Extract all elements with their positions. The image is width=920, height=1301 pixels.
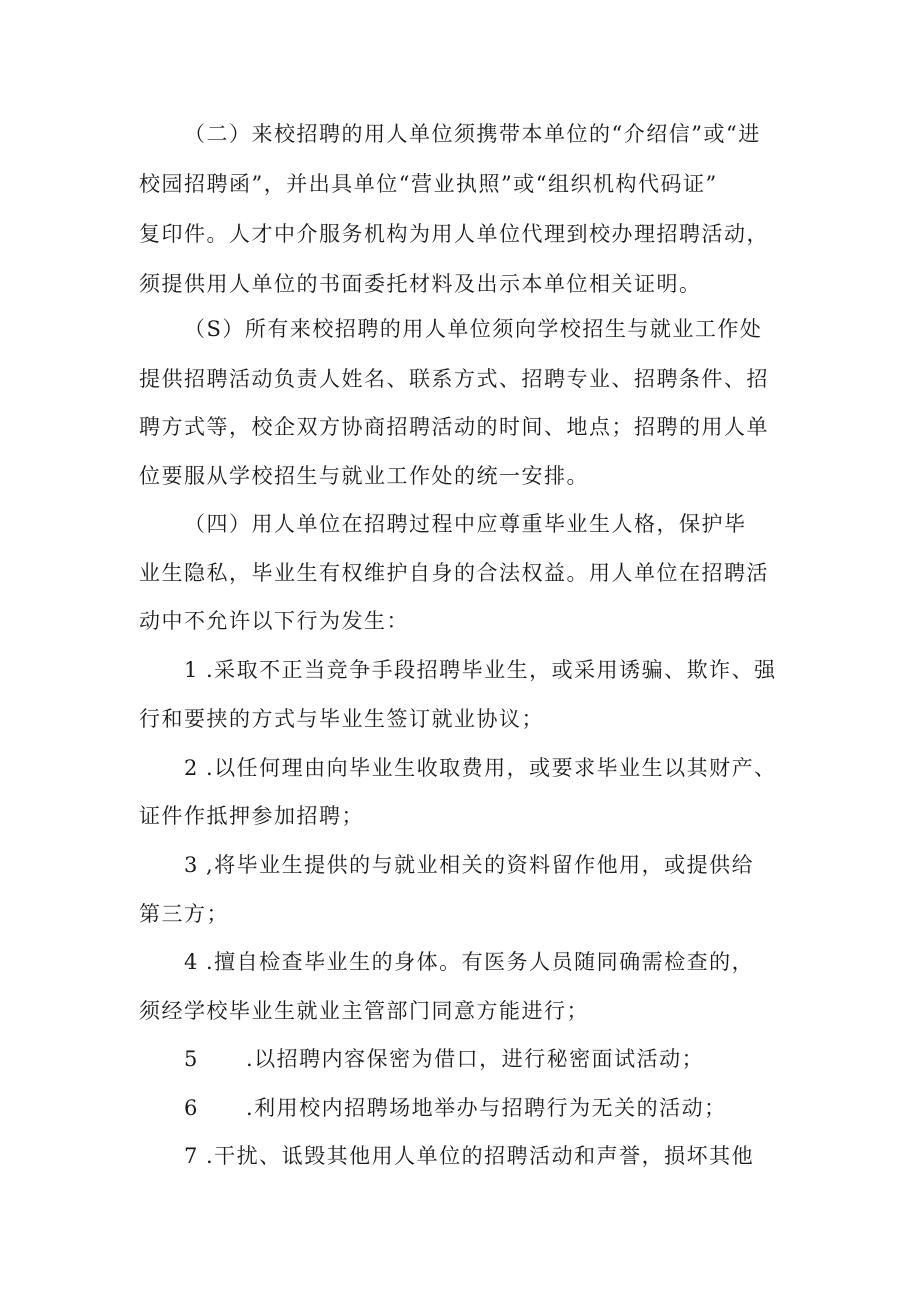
list-item-number: 4: [184, 950, 199, 974]
list-item-number: 1: [184, 658, 199, 682]
list-item-number: 3: [184, 853, 199, 877]
paragraph-3-line-2: 提供招聘活动负责人姓名、联系方式、招聘专业、招聘条件、招: [139, 367, 769, 391]
list-item-text: ,将毕业生提供的与就业相关的资料留作他用，或提供给: [206, 853, 755, 877]
paragraph-4-line-3: 动中不允许以下行为发生：: [139, 609, 409, 633]
paragraph-4-line-2: 业生隐私，毕业生有权维护自身的合法权益。用人单位在招聘活: [139, 561, 769, 585]
list-item-2-line-2: 证件作抵押参加招聘；: [139, 804, 364, 828]
paragraph-3-line-3: 聘方式等，校企双方协商招聘活动的时间、地点；招聘的用人单: [139, 415, 769, 439]
list-item-text: .以招聘内容保密为借口，进行秘密面试活动；: [246, 1047, 705, 1071]
list-item-text: .采取不正当竞争手段招聘毕业生，或采用诱骗、欺诈、强: [206, 658, 777, 682]
paragraph-2-line-2: 校园招聘函”，并出具单位“营业执照”或“组织机构代码证”: [139, 172, 718, 196]
list-item-3-line-1: [184, 850, 800, 880]
list-item-text: .干扰、诋毁其他用人单位的招聘活动和声誉，损坏其他: [206, 1144, 755, 1168]
list-item-2-line-1: [184, 753, 800, 783]
list-item-number: 2: [184, 756, 199, 780]
paragraph-2-line-3: 复印件。人才中介服务机构为用人单位代理到校办理招聘活动，: [139, 222, 769, 246]
list-item-text: .以任何理由向毕业生收取费用，或要求毕业生以其财产、: [206, 756, 777, 780]
paragraph-3-line-4: 位要服从学校招生与就业工作处的统一安排。: [139, 464, 589, 488]
list-item-text: .利用校内招聘场地举办与招聘行为无关的活动；: [246, 1096, 727, 1120]
list-item-3-line-2: 第三方；: [139, 902, 229, 926]
list-item-text: .擅自检查毕业生的身体。有医务人员随同确需检查的，: [206, 950, 755, 974]
list-item-number: 7: [184, 1144, 199, 1168]
list-item-7-line-1: [184, 1141, 800, 1171]
list-item-4-line-2: 须经学校毕业生就业主管部门同意方能进行；: [139, 999, 589, 1023]
list-item-5-line-1: [184, 1044, 800, 1074]
list-item-1-line-1: [184, 655, 800, 685]
paragraph-2-line-1: （二）来校招聘的用人单位须携带本单位的“介绍信”或“进: [184, 122, 761, 146]
list-item-4-line-1: [184, 947, 800, 977]
paragraph-4-line-1: （四）用人单位在招聘过程中应尊重毕业生人格，保护毕: [184, 512, 747, 536]
paragraph-3-line-1: （S）所有来校招聘的用人单位须向学校招生与就业工作处: [184, 317, 763, 341]
paragraph-2-line-4: 须提供用人单位的书面委托材料及出示本单位相关证明。: [139, 272, 702, 296]
list-item-1-line-2: 行和要挟的方式与毕业生签订就业协议；: [139, 707, 544, 731]
list-item-6-line-1: [184, 1093, 800, 1123]
list-item-number: 5: [184, 1047, 199, 1071]
list-item-number: 6: [184, 1096, 199, 1120]
